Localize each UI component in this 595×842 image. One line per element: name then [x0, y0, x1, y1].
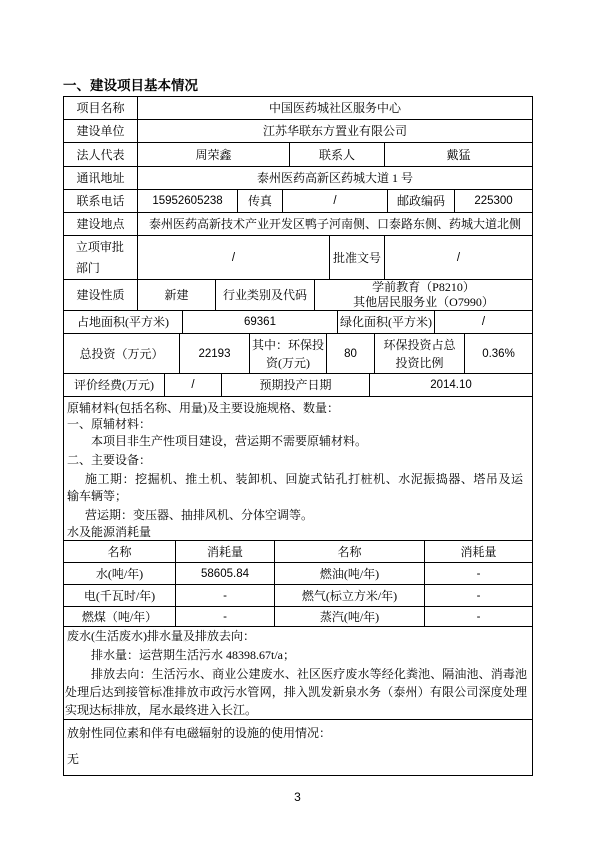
- energy-amount-fuel-oil: -: [425, 563, 533, 585]
- assessment-fee-value: /: [165, 374, 222, 397]
- energy-header-name-1: 名称: [63, 541, 176, 563]
- green-area-value: /: [435, 311, 533, 334]
- energy-item-steam: 蒸汽(吨/年): [275, 607, 425, 627]
- raw-materials-text: 本项目非生产性项目建设，营运期不需要原辅材料。: [91, 434, 368, 448]
- row-phone: [63, 190, 533, 213]
- fax-label: 传真: [238, 190, 283, 213]
- land-area-label: 占地面积(平方米): [63, 311, 183, 334]
- row-approval: [63, 236, 533, 280]
- approval-dept-value: /: [138, 236, 330, 280]
- env-investment-label-cell: [250, 334, 327, 374]
- energy-header-name-2: 名称: [275, 541, 425, 563]
- row-fee-date: [63, 374, 533, 397]
- location-value: 泰州医药高新技术产业开发区鸭子河南侧、口泰路东侧、药城大道北侧: [138, 213, 533, 236]
- wastewater-section: [63, 627, 533, 720]
- raw-materials-heading: 一、原辅材料：: [67, 417, 152, 431]
- approval-no-label: 批准文号: [330, 236, 385, 280]
- energy-item-coal: 燃煤（吨/年）: [63, 607, 176, 627]
- table-row: [63, 563, 533, 585]
- energy-item-electricity: 电(千瓦时/年): [63, 585, 176, 607]
- energy-amount-gas: -: [425, 585, 533, 607]
- nature-label: 建设性质: [63, 280, 138, 311]
- total-investment-label: 总投资（万元）: [63, 334, 180, 374]
- construction-equipment-line-2: 输车辆等；: [67, 489, 128, 503]
- total-investment-value: 22193: [180, 334, 250, 374]
- materials-heading: 原辅材料(包括名称、用量)及主要设施规格、数量：: [67, 401, 339, 415]
- legal-rep-label: 法人代表: [63, 143, 138, 167]
- env-ratio-label: 环保投资占总投资比例: [383, 337, 456, 370]
- construction-unit-value: 江苏华联东方置业有限公司: [138, 120, 533, 143]
- operation-equipment-text: 营运期：变压器、抽排风机、分体空调等。: [85, 508, 314, 522]
- equipment-heading: 二、主要设备：: [67, 453, 152, 467]
- land-area-value: 69361: [183, 311, 338, 334]
- industry-code-preschool: 学前教育（P8210）: [372, 280, 475, 294]
- wastewater-destination-line-2: 处理后达到接管标准排放市政污水管网，排入凯发新泉水务（泰州）有限公司深度处理: [65, 685, 527, 699]
- phone-value: 15952605238: [138, 190, 238, 213]
- wastewater-destination-line-3: 实现达标排放，尾水最终进入长江。: [65, 703, 258, 717]
- radiation-section: [63, 720, 533, 776]
- row-project-name: [63, 96, 533, 120]
- energy-amount-steam: -: [425, 607, 533, 627]
- project-name-label: 项目名称: [63, 96, 138, 120]
- materials-section: [63, 397, 533, 541]
- row-address: [63, 167, 533, 190]
- radiation-heading: 放射性同位素和伴有电磁辐射的设施的使用情况：: [67, 726, 332, 740]
- row-nature: [63, 280, 533, 311]
- row-legal-rep: [63, 143, 533, 167]
- contact-label: 联系人: [290, 143, 385, 167]
- postcode-value: 225300: [455, 190, 533, 213]
- industry-label: 行业类别及代码: [216, 280, 315, 311]
- row-construction-unit: [63, 120, 533, 143]
- fax-value: /: [283, 190, 388, 213]
- energy-amount-water: 58605.84: [176, 563, 275, 585]
- table-row: [63, 607, 533, 627]
- row-area: [63, 311, 533, 334]
- energy-table-header: [63, 541, 533, 563]
- industry-values: [315, 280, 533, 311]
- wastewater-volume: 排水量：运营期生活污水 48398.67t/a；: [91, 648, 295, 662]
- green-area-label: 绿化面积(平方米): [338, 311, 435, 334]
- address-label: 通讯地址: [63, 167, 138, 190]
- env-investment-value: 80: [327, 334, 375, 374]
- legal-rep-value: 周荣鑫: [138, 143, 290, 167]
- radiation-value: 无: [67, 752, 80, 766]
- approval-dept-label-cell: [63, 236, 138, 280]
- env-ratio-value: 0.36%: [465, 334, 533, 374]
- env-investment-label: 其中：环保投资(万元): [251, 337, 324, 370]
- phone-label: 联系电话: [63, 190, 138, 213]
- section-title: 一、建设项目基本情况: [63, 78, 198, 93]
- wastewater-destination-line-1: 排放去向：生活污水、商业公建废水、社区医疗废水等经化粪池、隔油池、消毒池: [91, 667, 527, 681]
- approval-no-value: /: [385, 236, 533, 280]
- energy-item-gas: 燃气(标立方米/年): [275, 585, 425, 607]
- page-number: 3: [294, 790, 301, 804]
- construction-unit-label: 建设单位: [63, 120, 138, 143]
- energy-amount-electricity: -: [176, 585, 275, 607]
- energy-item-fuel-oil: 燃油(吨/年): [275, 563, 425, 585]
- postcode-label: 邮政编码: [388, 190, 455, 213]
- assessment-fee-label: 评价经费(万元): [63, 374, 165, 397]
- energy-amount-coal: -: [176, 607, 275, 627]
- energy-header-amount-2: 消耗量: [425, 541, 533, 563]
- address-value: 泰州医药高新区药城大道 1 号: [138, 167, 533, 190]
- nature-value: 新建: [138, 280, 216, 311]
- project-name-value: 中国医药城社区服务中心: [138, 96, 533, 120]
- approval-dept-label: 立项审批部门: [75, 239, 124, 275]
- env-ratio-label-cell: [375, 334, 465, 374]
- production-date-label: 预期投产日期: [222, 374, 370, 397]
- table-row: [63, 585, 533, 607]
- construction-equipment-line-1: 施工期：挖掘机、推土机、装卸机、回旋式钻孔打桩机、水泥振捣器、塔吊及运: [85, 472, 523, 486]
- energy-heading: 水及能源消耗量: [67, 525, 152, 539]
- row-location: [63, 213, 533, 236]
- contact-value: 戴猛: [385, 143, 533, 167]
- energy-header-amount-1: 消耗量: [176, 541, 275, 563]
- industry-code-resident-services: 其他居民服务业（O7990）: [353, 295, 494, 309]
- location-label: 建设地点: [63, 213, 138, 236]
- energy-item-water: 水(吨/年): [63, 563, 176, 585]
- wastewater-heading: 废水(生活废水)排水量及排放去向：: [67, 629, 255, 643]
- production-date-value: 2014.10: [370, 374, 533, 397]
- row-investment: [63, 334, 533, 374]
